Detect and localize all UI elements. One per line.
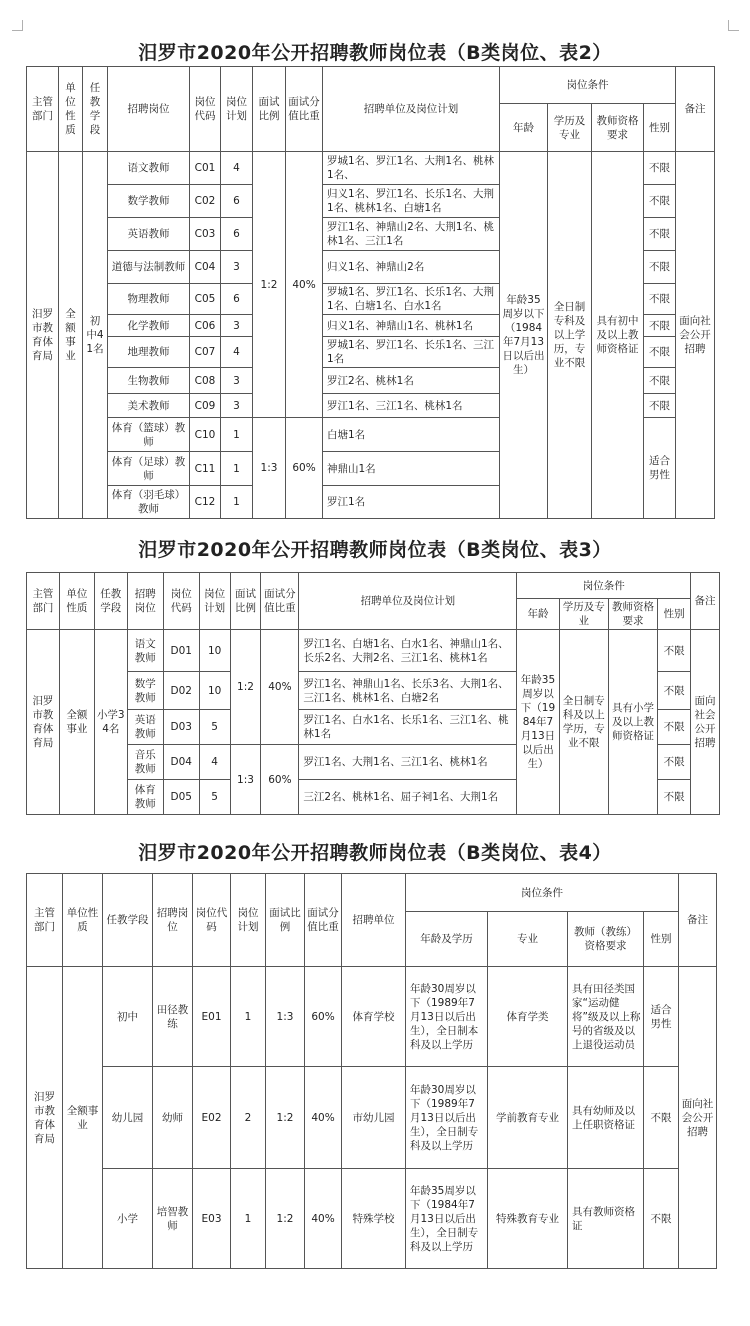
sex-cell: 不限 xyxy=(644,152,676,185)
code-cell: C08 xyxy=(190,368,221,394)
code-cell: D01 xyxy=(163,630,199,672)
header-stage: 任教学段 xyxy=(83,67,108,152)
nature-cell: 全额事业 xyxy=(59,630,94,815)
code-cell: C07 xyxy=(190,337,221,368)
dept-cell: 汨罗市教育体育局 xyxy=(27,630,60,815)
header-age: 年龄 xyxy=(517,599,559,630)
weight-cell: 60% xyxy=(305,967,342,1067)
ratio-cell: 1:2 xyxy=(230,630,261,745)
units-cell: 三江2名、桃林1名、屈子祠1名、大荆1名 xyxy=(299,780,517,815)
header-units: 招聘单位及岗位计划 xyxy=(323,67,500,152)
post-cell: 体育（足球）教师 xyxy=(108,452,190,486)
header-weight: 面试分值比重 xyxy=(286,67,323,152)
header-dept: 主管部门 xyxy=(27,67,59,152)
header-major: 专业 xyxy=(488,912,568,967)
header-post: 招聘岗位 xyxy=(153,874,193,967)
header-ratio: 面试比例 xyxy=(230,573,261,630)
code-cell: C12 xyxy=(190,486,221,519)
sex-cell: 不限 xyxy=(644,337,676,368)
header-ageedu: 年龄及学历 xyxy=(406,912,488,967)
stage-cell: 幼儿园 xyxy=(103,1067,153,1169)
plan-cell: 10 xyxy=(199,630,230,672)
post-cell: 美术教师 xyxy=(108,394,190,418)
edu-cell: 全日制专科及以上学历，专业不限 xyxy=(559,630,608,815)
weight-cell: 40% xyxy=(286,152,323,418)
plan-cell: 3 xyxy=(221,251,253,284)
edu-cell: 全日制专科及以上学历，专业不限 xyxy=(548,152,592,519)
nature-cell: 全额事业 xyxy=(59,152,83,519)
cert-cell: 具有幼师及以上任职资格证 xyxy=(568,1067,644,1169)
plan-cell: 3 xyxy=(221,368,253,394)
sex-cell: 适合男性 xyxy=(644,418,676,519)
unit-cell: 体育学校 xyxy=(342,967,406,1067)
post-cell: 体育（羽毛球）教师 xyxy=(108,486,190,519)
sex-cell: 不限 xyxy=(658,710,691,745)
header-cert: 教师（教练）资格要求 xyxy=(568,912,644,967)
ratio-cell: 1:3 xyxy=(253,418,286,519)
ratio-cell: 1:2 xyxy=(266,1067,305,1169)
plan-cell: 1 xyxy=(221,486,253,519)
post-cell: 物理教师 xyxy=(108,284,190,315)
major-cell: 特殊教育专业 xyxy=(488,1169,568,1269)
sex-cell: 不限 xyxy=(658,745,691,780)
units-cell: 归义1名、神鼎山2名 xyxy=(323,251,500,284)
header-stage: 任教学段 xyxy=(103,874,153,967)
post-cell: 英语教师 xyxy=(108,218,190,251)
plan-cell: 6 xyxy=(221,218,253,251)
ratio-cell: 1:3 xyxy=(266,967,305,1067)
table4-title: 汨罗市2020年公开招聘教师岗位表（B类岗位、表4） xyxy=(138,842,612,864)
header-nature: 单位性质 xyxy=(59,573,94,630)
table3-title: 汨罗市2020年公开招聘教师岗位表（B类岗位、表3） xyxy=(138,539,612,561)
header-note: 备注 xyxy=(691,573,720,630)
units-cell: 罗江1名 xyxy=(323,486,500,519)
header-dept: 主管部门 xyxy=(27,573,60,630)
nature-cell: 全额事业 xyxy=(63,967,103,1269)
ratio-cell: 1:3 xyxy=(230,745,261,815)
age-cell: 年龄35周岁以下（1984年7月13日以后出生） xyxy=(500,152,548,519)
post-cell: 培智教师 xyxy=(153,1169,193,1269)
plan-cell: 10 xyxy=(199,672,230,710)
units-cell: 罗江1名、白塘1名、白水1名、神鼎山1名、长乐2名、大荆2名、三江1名、桃林1名 xyxy=(299,630,517,672)
post-cell: 生物教师 xyxy=(108,368,190,394)
cert-cell: 具有田径类国家“运动健将”级及以上称号的省级及以上退役运动员 xyxy=(568,967,644,1067)
corner-mark xyxy=(728,20,739,31)
header-conditions: 岗位条件 xyxy=(517,573,691,599)
code-cell: E02 xyxy=(193,1067,231,1169)
header-weight: 面试分值比重 xyxy=(261,573,299,630)
plan-cell: 4 xyxy=(221,152,253,185)
units-cell: 归义1名、罗江1名、长乐1名、大荆1名、桃林1名、白塘1名 xyxy=(323,185,500,218)
note-cell: 面向社会公开招聘 xyxy=(691,630,720,815)
plan-cell: 1 xyxy=(221,418,253,452)
major-cell: 体育学类 xyxy=(488,967,568,1067)
plan-cell: 5 xyxy=(199,780,230,815)
header-code: 岗位代码 xyxy=(190,67,221,152)
ratio-cell: 1:2 xyxy=(253,152,286,418)
code-cell: E01 xyxy=(193,967,231,1067)
header-plan: 岗位计划 xyxy=(199,573,230,630)
plan-cell: 2 xyxy=(231,1067,266,1169)
plan-cell: 1 xyxy=(231,1169,266,1269)
post-cell: 英语教师 xyxy=(127,710,163,745)
header-age: 年龄 xyxy=(500,104,548,152)
header-sex: 性别 xyxy=(644,104,676,152)
header-post: 招聘岗位 xyxy=(108,67,190,152)
table4 xyxy=(26,873,717,1269)
header-ratio: 面试比例 xyxy=(253,67,286,152)
ageedu-cell: 年龄35周岁以下（1984年7月13日以后出生），全日制专科及以上学历 xyxy=(406,1169,488,1269)
post-cell: 体育（篮球）教师 xyxy=(108,418,190,452)
sex-cell: 不限 xyxy=(658,672,691,710)
units-cell: 神鼎山1名 xyxy=(323,452,500,486)
post-cell: 田径教练 xyxy=(153,967,193,1067)
sex-cell: 不限 xyxy=(644,185,676,218)
post-cell: 语文教师 xyxy=(108,152,190,185)
dept-cell: 汨罗市教育体育局 xyxy=(27,152,59,519)
post-cell: 地理教师 xyxy=(108,337,190,368)
header-conditions: 岗位条件 xyxy=(500,67,676,104)
units-cell: 罗江1名、神鼎山1名、长乐3名、大荆1名、三江1名、桃林1名、白塘2名 xyxy=(299,672,517,710)
header-weight: 面试分值比重 xyxy=(305,874,342,967)
header-conditions: 岗位条件 xyxy=(406,874,679,912)
header-note: 备注 xyxy=(679,874,717,967)
weight-cell: 40% xyxy=(305,1169,342,1269)
plan-cell: 3 xyxy=(221,315,253,337)
code-cell: C10 xyxy=(190,418,221,452)
units-cell: 罗城1名、罗江1名、长乐1名、三江1名 xyxy=(323,337,500,368)
sex-cell: 不限 xyxy=(644,218,676,251)
weight-cell: 40% xyxy=(261,630,299,745)
code-cell: C02 xyxy=(190,185,221,218)
code-cell: D05 xyxy=(163,780,199,815)
header-edu: 学历及专业 xyxy=(548,104,592,152)
header-sex: 性别 xyxy=(658,599,691,630)
header-ratio: 面试比例 xyxy=(266,874,305,967)
units-cell: 罗江1名、大荆1名、三江1名、桃林1名 xyxy=(299,745,517,780)
ratio-cell: 1:2 xyxy=(266,1169,305,1269)
sex-cell: 适合男性 xyxy=(644,967,679,1067)
header-plan: 岗位计划 xyxy=(221,67,253,152)
corner-mark xyxy=(12,20,23,31)
note-cell: 面向社会公开招聘 xyxy=(676,152,715,519)
header-edu: 学历及专业 xyxy=(559,599,608,630)
header-note: 备注 xyxy=(676,67,715,152)
sex-cell: 不限 xyxy=(658,780,691,815)
sex-cell: 不限 xyxy=(644,368,676,394)
sex-cell: 不限 xyxy=(644,251,676,284)
post-cell: 道德与法制教师 xyxy=(108,251,190,284)
major-cell: 学前教育专业 xyxy=(488,1067,568,1169)
header-dept: 主管部门 xyxy=(27,874,63,967)
units-cell: 罗城1名、罗江1名、大荆1名、桃林1名、 xyxy=(323,152,500,185)
code-cell: C01 xyxy=(190,152,221,185)
plan-cell: 1 xyxy=(221,452,253,486)
sex-cell: 不限 xyxy=(658,630,691,672)
post-cell: 化学教师 xyxy=(108,315,190,337)
code-cell: C09 xyxy=(190,394,221,418)
post-cell: 幼师 xyxy=(153,1067,193,1169)
units-cell: 罗城1名、罗江1名、长乐1名、大荆1名、白塘1名、白水1名 xyxy=(323,284,500,315)
cert-cell: 具有初中及以上教师资格证 xyxy=(592,152,644,519)
header-cert: 教师资格要求 xyxy=(592,104,644,152)
header-code: 岗位代码 xyxy=(193,874,231,967)
code-cell: C04 xyxy=(190,251,221,284)
post-cell: 数学教师 xyxy=(127,672,163,710)
plan-cell: 4 xyxy=(199,745,230,780)
stage-cell: 初中 xyxy=(103,967,153,1067)
plan-cell: 3 xyxy=(221,394,253,418)
plan-cell: 1 xyxy=(231,967,266,1067)
units-cell: 归义1名、神鼎山1名、桃林1名 xyxy=(323,315,500,337)
age-cell: 年龄35周岁以下（1984年7月13日以后出生） xyxy=(517,630,559,815)
sex-cell: 不限 xyxy=(644,1067,679,1169)
sex-cell: 不限 xyxy=(644,284,676,315)
post-cell: 体育教师 xyxy=(127,780,163,815)
stage-cell: 初中41名 xyxy=(83,152,108,519)
ageedu-cell: 年龄30周岁以下（1989年7月13日以后出生），全日制本科及以上学历 xyxy=(406,967,488,1067)
code-cell: C11 xyxy=(190,452,221,486)
stage-cell: 小学34名 xyxy=(94,630,127,815)
header-code: 岗位代码 xyxy=(163,573,199,630)
header-nature: 单位性质 xyxy=(59,67,83,152)
code-cell: C05 xyxy=(190,284,221,315)
header-sex: 性别 xyxy=(644,912,679,967)
note-cell: 面向社会公开招聘 xyxy=(679,967,717,1269)
header-nature: 单位性质 xyxy=(63,874,103,967)
plan-cell: 4 xyxy=(221,337,253,368)
dept-cell: 汨罗市教育体育局 xyxy=(27,967,63,1269)
stage-cell: 小学 xyxy=(103,1169,153,1269)
units-cell: 罗江1名、三江1名、桃林1名 xyxy=(323,394,500,418)
table3 xyxy=(26,572,720,815)
units-cell: 罗江1名、神鼎山2名、大荆1名、桃林1名、三江1名 xyxy=(323,218,500,251)
sex-cell: 不限 xyxy=(644,394,676,418)
cert-cell: 具有小学及以上教师资格证 xyxy=(608,630,657,815)
plan-cell: 5 xyxy=(199,710,230,745)
unit-cell: 市幼儿园 xyxy=(342,1067,406,1169)
unit-cell: 特殊学校 xyxy=(342,1169,406,1269)
post-cell: 语文教师 xyxy=(127,630,163,672)
code-cell: C03 xyxy=(190,218,221,251)
ageedu-cell: 年龄30周岁以下（1989年7月13日以后出生），全日制专科及以上学历 xyxy=(406,1067,488,1169)
header-stage: 任教学段 xyxy=(94,573,127,630)
code-cell: D03 xyxy=(163,710,199,745)
header-plan: 岗位计划 xyxy=(231,874,266,967)
sex-cell: 不限 xyxy=(644,1169,679,1269)
units-cell: 罗江1名、白水1名、长乐1名、三江1名、桃林1名 xyxy=(299,710,517,745)
cert-cell: 具有教师资格证 xyxy=(568,1169,644,1269)
header-unit: 招聘单位 xyxy=(342,874,406,967)
sex-cell: 不限 xyxy=(644,315,676,337)
header-units: 招聘单位及岗位计划 xyxy=(299,573,517,630)
code-cell: D04 xyxy=(163,745,199,780)
header-post: 招聘岗位 xyxy=(127,573,163,630)
code-cell: C06 xyxy=(190,315,221,337)
units-cell: 白塘1名 xyxy=(323,418,500,452)
plan-cell: 6 xyxy=(221,284,253,315)
table2 xyxy=(26,66,715,519)
post-cell: 数学教师 xyxy=(108,185,190,218)
code-cell: D02 xyxy=(163,672,199,710)
code-cell: E03 xyxy=(193,1169,231,1269)
post-cell: 音乐教师 xyxy=(127,745,163,780)
units-cell: 罗江2名、桃林1名 xyxy=(323,368,500,394)
weight-cell: 60% xyxy=(261,745,299,815)
weight-cell: 60% xyxy=(286,418,323,519)
header-cert: 教师资格要求 xyxy=(608,599,657,630)
weight-cell: 40% xyxy=(305,1067,342,1169)
table2-title: 汨罗市2020年公开招聘教师岗位表（B类岗位、表2） xyxy=(138,42,612,64)
plan-cell: 6 xyxy=(221,185,253,218)
